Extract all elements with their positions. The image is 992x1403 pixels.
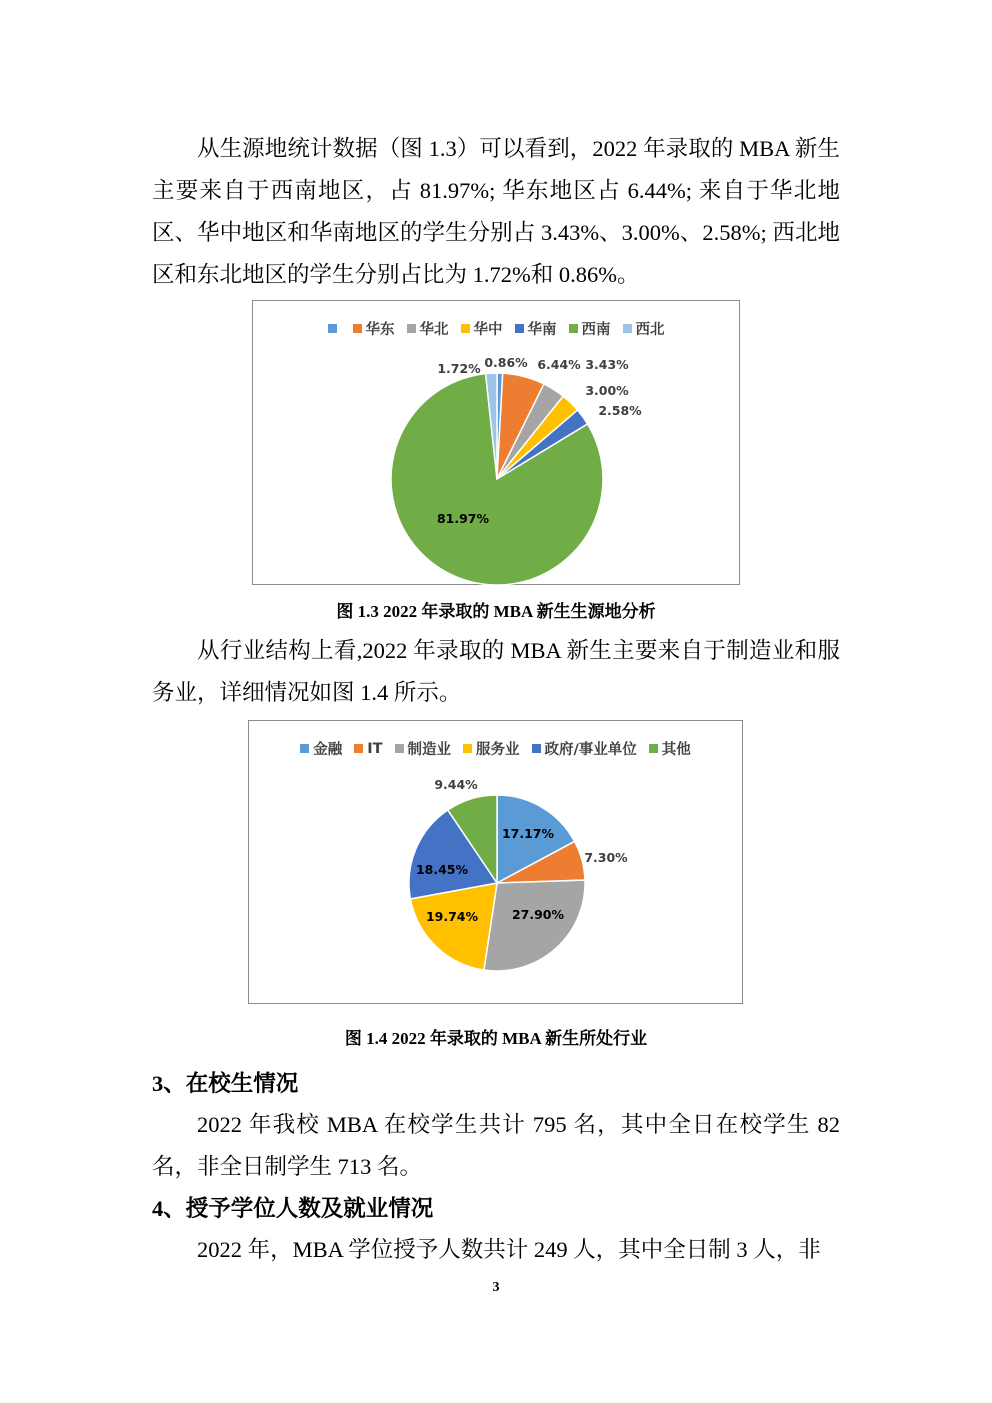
paragraph-origin-stats: 从生源地统计数据（图 1.3）可以看到，2022 年录取的 MBA 新生主要来自于西南地区，占 81.97%; 华东地区占 6.44%; 来自于华北地区、华中地区和华南地区的学生分别占 3.43%、3.00%、2.58%; 西北地区和东北地区的学生分别占比为 1.72%和 0.86%。 bbox=[152, 136, 840, 287]
legend-label: 其他 bbox=[661, 742, 691, 758]
data-label-华中: 3.00% bbox=[585, 383, 629, 398]
chart-origin-pie bbox=[253, 301, 741, 586]
figure-caption-1-3: 图 1.3 2022 年录取的 MBA 新生生源地分析 bbox=[336, 602, 656, 621]
legend-label: IT bbox=[367, 740, 383, 757]
paragraph-degrees: 2022 年，MBA 学位授予人数共计 249 人，其中全日制 3 人，非 bbox=[197, 1237, 821, 1262]
legend-label: 华北 bbox=[419, 322, 449, 338]
data-label-服务业: 19.74% bbox=[425, 909, 479, 924]
section-heading-students: 3、在校生情况 bbox=[152, 1071, 299, 1096]
paragraph-enrolled-students: 2022 年我校 MBA 在校学生共计 795 名，其中全日在校学生 82 名，非全日制学生 713 名。 bbox=[152, 1112, 840, 1179]
figure-caption-1-4: 图 1.4 2022 年录取的 MBA 新生所处行业 bbox=[344, 1029, 648, 1048]
data-label-制造业: 27.90% bbox=[511, 907, 565, 922]
legend-label: 华中 bbox=[473, 322, 503, 338]
data-label-金融: 17.17% bbox=[501, 826, 555, 841]
legend-label: 制造业 bbox=[407, 742, 451, 758]
legend-label: 金融 bbox=[313, 742, 343, 758]
paragraph-industry-intro: 从行业结构上看,2022 年录取的 MBA 新生主要来自于制造业和服务业，详细情况如图 1.4 所示。 bbox=[152, 638, 840, 705]
chart-industry-container bbox=[248, 720, 743, 1004]
data-label-西南: 81.97% bbox=[436, 511, 490, 526]
legend-label: 西北 bbox=[635, 322, 665, 338]
chart-origin-container bbox=[252, 300, 740, 585]
data-label-政府/事业单位: 18.45% bbox=[415, 862, 469, 877]
data-label-unlabeled: 0.86% bbox=[484, 355, 528, 370]
legend-label: 华南 bbox=[527, 322, 557, 338]
section-heading-degrees: 4、授予学位人数及就业情况 bbox=[152, 1196, 434, 1221]
data-label-IT: 7.30% bbox=[584, 850, 628, 865]
legend-label: 华东 bbox=[365, 322, 395, 338]
pie-slice-制造业 bbox=[484, 880, 585, 971]
data-label-华南: 2.58% bbox=[598, 403, 642, 418]
data-label-华东: 6.44% bbox=[537, 357, 581, 372]
chart-industry-pie bbox=[249, 721, 744, 1005]
data-label-其他: 9.44% bbox=[434, 777, 478, 792]
data-label-西北: 1.72% bbox=[437, 361, 481, 376]
legend-label: 政府/事业单位 bbox=[544, 742, 637, 758]
data-label-华北: 3.43% bbox=[585, 357, 629, 372]
legend-label: 服务业 bbox=[476, 742, 520, 758]
legend-label: 西南 bbox=[581, 322, 611, 338]
page-number: 3 bbox=[492, 1280, 500, 1295]
